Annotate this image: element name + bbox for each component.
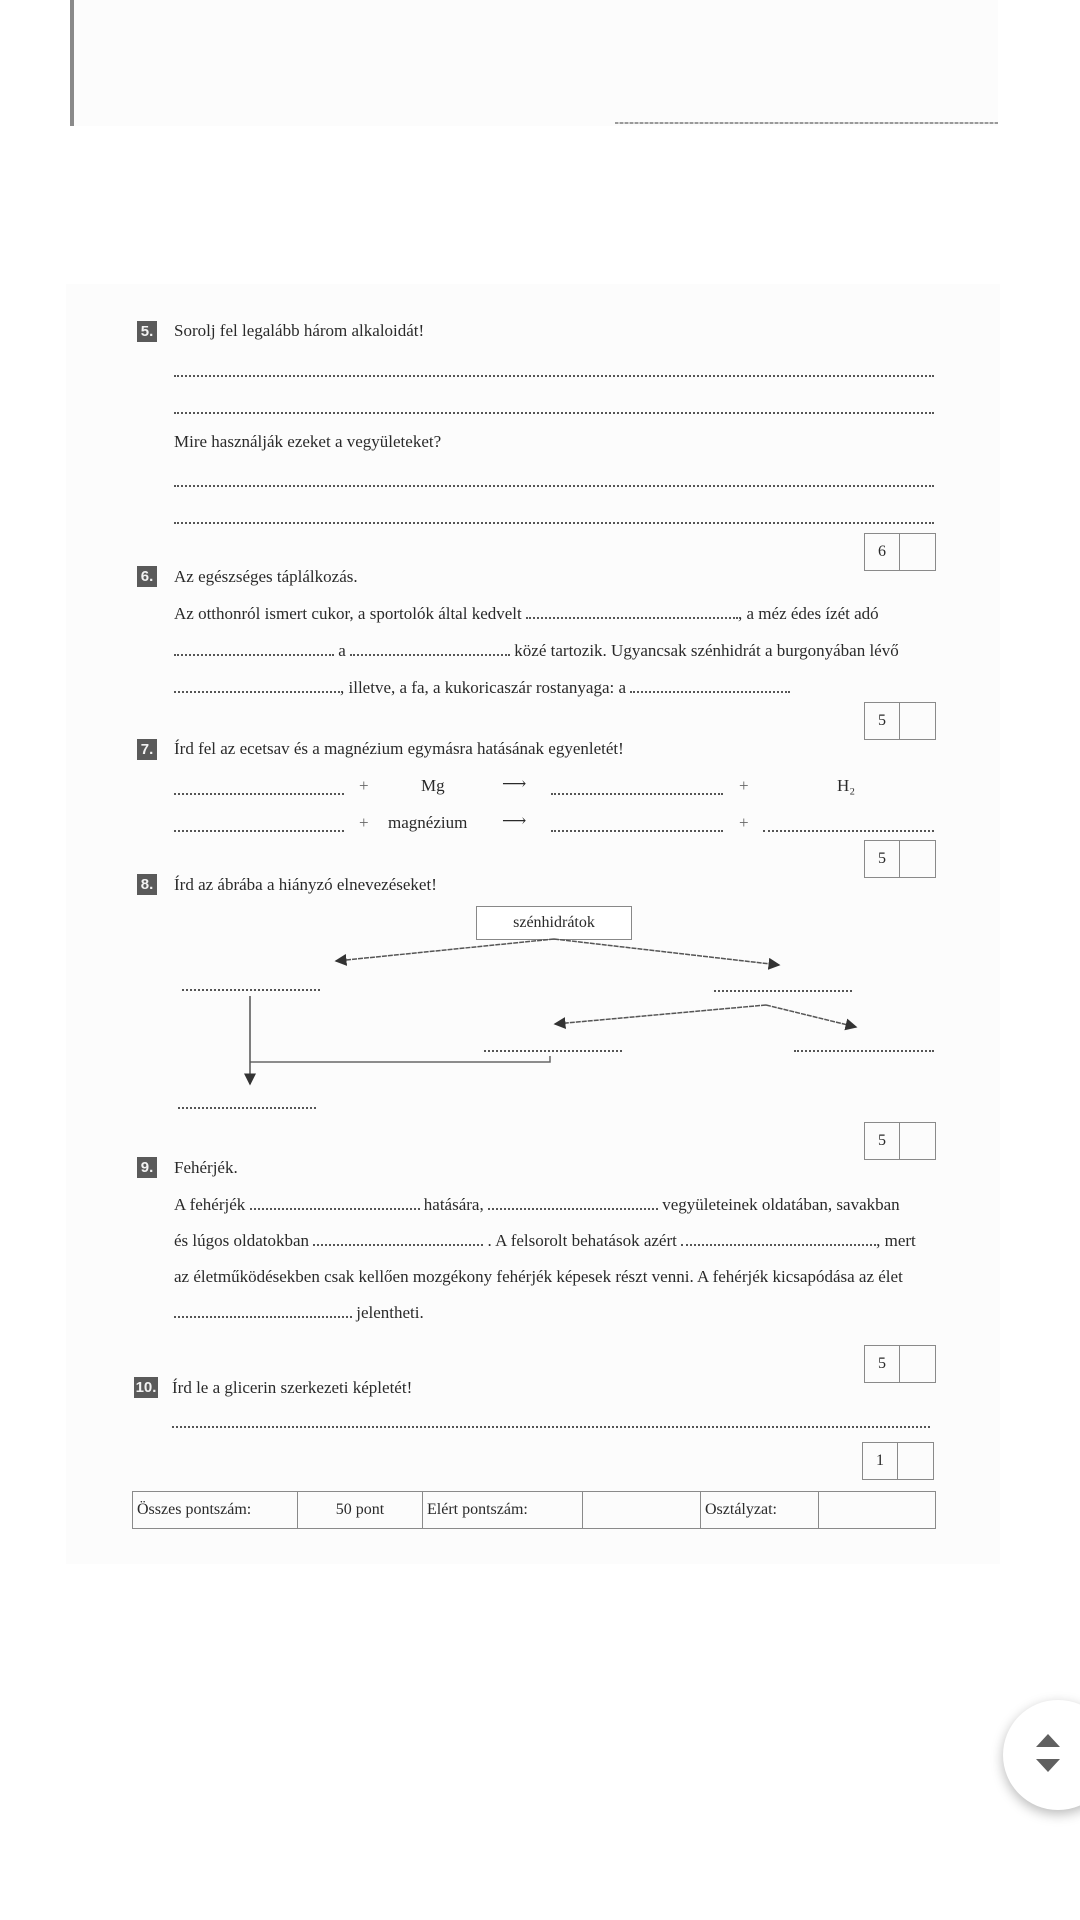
diagram-root-box: szénhidrátok [476, 906, 632, 940]
text-fragment: a [334, 641, 351, 660]
total-points-value: 50 pont [298, 1492, 423, 1528]
question-5-subquestion: Mire használják ezeket a vegyületeket? [174, 432, 442, 451]
diagram-blank[interactable] [484, 1050, 622, 1052]
arrow-up-icon [1036, 1734, 1060, 1747]
plus-sign: + [739, 776, 749, 795]
diagram-blank[interactable] [794, 1050, 934, 1052]
question-number-5: 5. [137, 321, 157, 342]
grade-field[interactable] [819, 1492, 935, 1528]
text-fragment: vegyületeinek oldatában, savakban [657, 1195, 900, 1214]
dotted-rule [615, 122, 998, 124]
worksheet-page [66, 284, 1000, 1564]
score-box [864, 1122, 936, 1160]
question-9-line-3: az életműködésekben csak kellően mozgékony fehérjék képesek részt venni. A fehérjék kicsapódása az élet [174, 1267, 903, 1286]
text-fragment: , mert [876, 1231, 916, 1250]
question-number-8: 8. [137, 874, 157, 895]
question-9-line-1 [174, 1195, 900, 1215]
reaction-arrow: ⟶ [502, 811, 527, 830]
question-6-title: Az egészséges táplálkozás. [174, 567, 358, 586]
achieved-points-field[interactable] [900, 1123, 935, 1159]
reaction-arrow: ⟶ [502, 774, 527, 793]
diagram-blank[interactable] [178, 1107, 316, 1109]
max-points: 1 [863, 1443, 898, 1479]
text-fragment: , illetve, a fa, a kukoricaszár rostanyaga: a [340, 678, 631, 697]
blank-field[interactable] [174, 1316, 352, 1318]
question-9-title: Fehérjék. [174, 1158, 238, 1177]
arrow-sub-left [555, 1005, 766, 1024]
plus-sign: + [359, 813, 369, 832]
question-number-9: 9. [137, 1157, 157, 1178]
max-points: 5 [865, 1346, 900, 1382]
text-fragment: hatására, [419, 1195, 488, 1214]
max-points: 5 [865, 1123, 900, 1159]
page-edge [70, 0, 74, 126]
scroll-up-down-button[interactable] [1003, 1700, 1080, 1810]
reactant-label: Mg [421, 776, 445, 795]
text-fragment: A fehérjék [174, 1195, 250, 1214]
score-box [862, 1442, 934, 1480]
achieved-points-label: Elért pontszám: [423, 1492, 583, 1528]
text-fragment: és lúgos oldatokban [174, 1231, 314, 1250]
question-8-title: Írd az ábrába a hiányzó elnevezéseket! [174, 875, 437, 894]
question-number-7: 7. [137, 739, 157, 760]
arrow-left [336, 939, 554, 961]
question-number-6: 6. [137, 566, 157, 587]
text-fragment: . A felsorolt behatások azért [483, 1231, 682, 1250]
total-points-label: Összes pontszám: [133, 1492, 298, 1528]
text-fragment: Az otthonról ismert cukor, a sportolók által kedvelt [174, 604, 526, 623]
grade-label: Osztályzat: [701, 1492, 819, 1528]
diagram-arrows [66, 284, 1000, 1564]
blank-field[interactable] [488, 1208, 658, 1210]
achieved-points-field[interactable] [900, 1346, 935, 1382]
arrow-sub-right [766, 1005, 856, 1027]
text-fragment: , a méz édes ízét adó [738, 604, 879, 623]
question-5-title: Sorolj fel legalább három alkaloidát! [174, 321, 425, 340]
diagram-blank[interactable] [182, 989, 320, 991]
max-points: 5 [865, 703, 900, 739]
question-7-title: Írd fel az ecetsav és a magnézium egymásra hatásának egyenletét! [174, 739, 624, 758]
question-10-title: Írd le a glicerin szerkezeti képletét! [172, 1378, 413, 1397]
max-points: 5 [865, 841, 900, 877]
achieved-points-field[interactable] [583, 1492, 701, 1528]
score-box [864, 1345, 936, 1383]
connector-line [250, 1056, 550, 1062]
blank-field[interactable] [681, 1244, 876, 1246]
diagram-blank[interactable] [714, 990, 852, 992]
product-label: H₂ [837, 776, 856, 795]
plus-sign: + [739, 813, 749, 832]
question-9-line-2 [174, 1231, 916, 1251]
arrow-down-icon [1036, 1759, 1060, 1772]
achieved-points-field[interactable] [898, 1443, 933, 1479]
arrow-right [554, 939, 779, 965]
question-number-10: 10. [135, 1379, 157, 1396]
question-9-line-4 [174, 1303, 424, 1323]
blank-field[interactable] [313, 1244, 483, 1246]
text-fragment: közé tartozik. Ugyancsak szénhidrát a burgonyában lévő [510, 641, 899, 660]
blank-field[interactable] [250, 1208, 420, 1210]
totals-table [132, 1491, 936, 1529]
plus-sign: + [359, 776, 369, 795]
max-points: 6 [865, 534, 900, 570]
reactant-label: magnézium [388, 813, 468, 832]
text-fragment: jelentheti. [352, 1303, 424, 1322]
answer-line[interactable] [172, 1426, 930, 1428]
previous-page-fragment [70, 0, 998, 126]
